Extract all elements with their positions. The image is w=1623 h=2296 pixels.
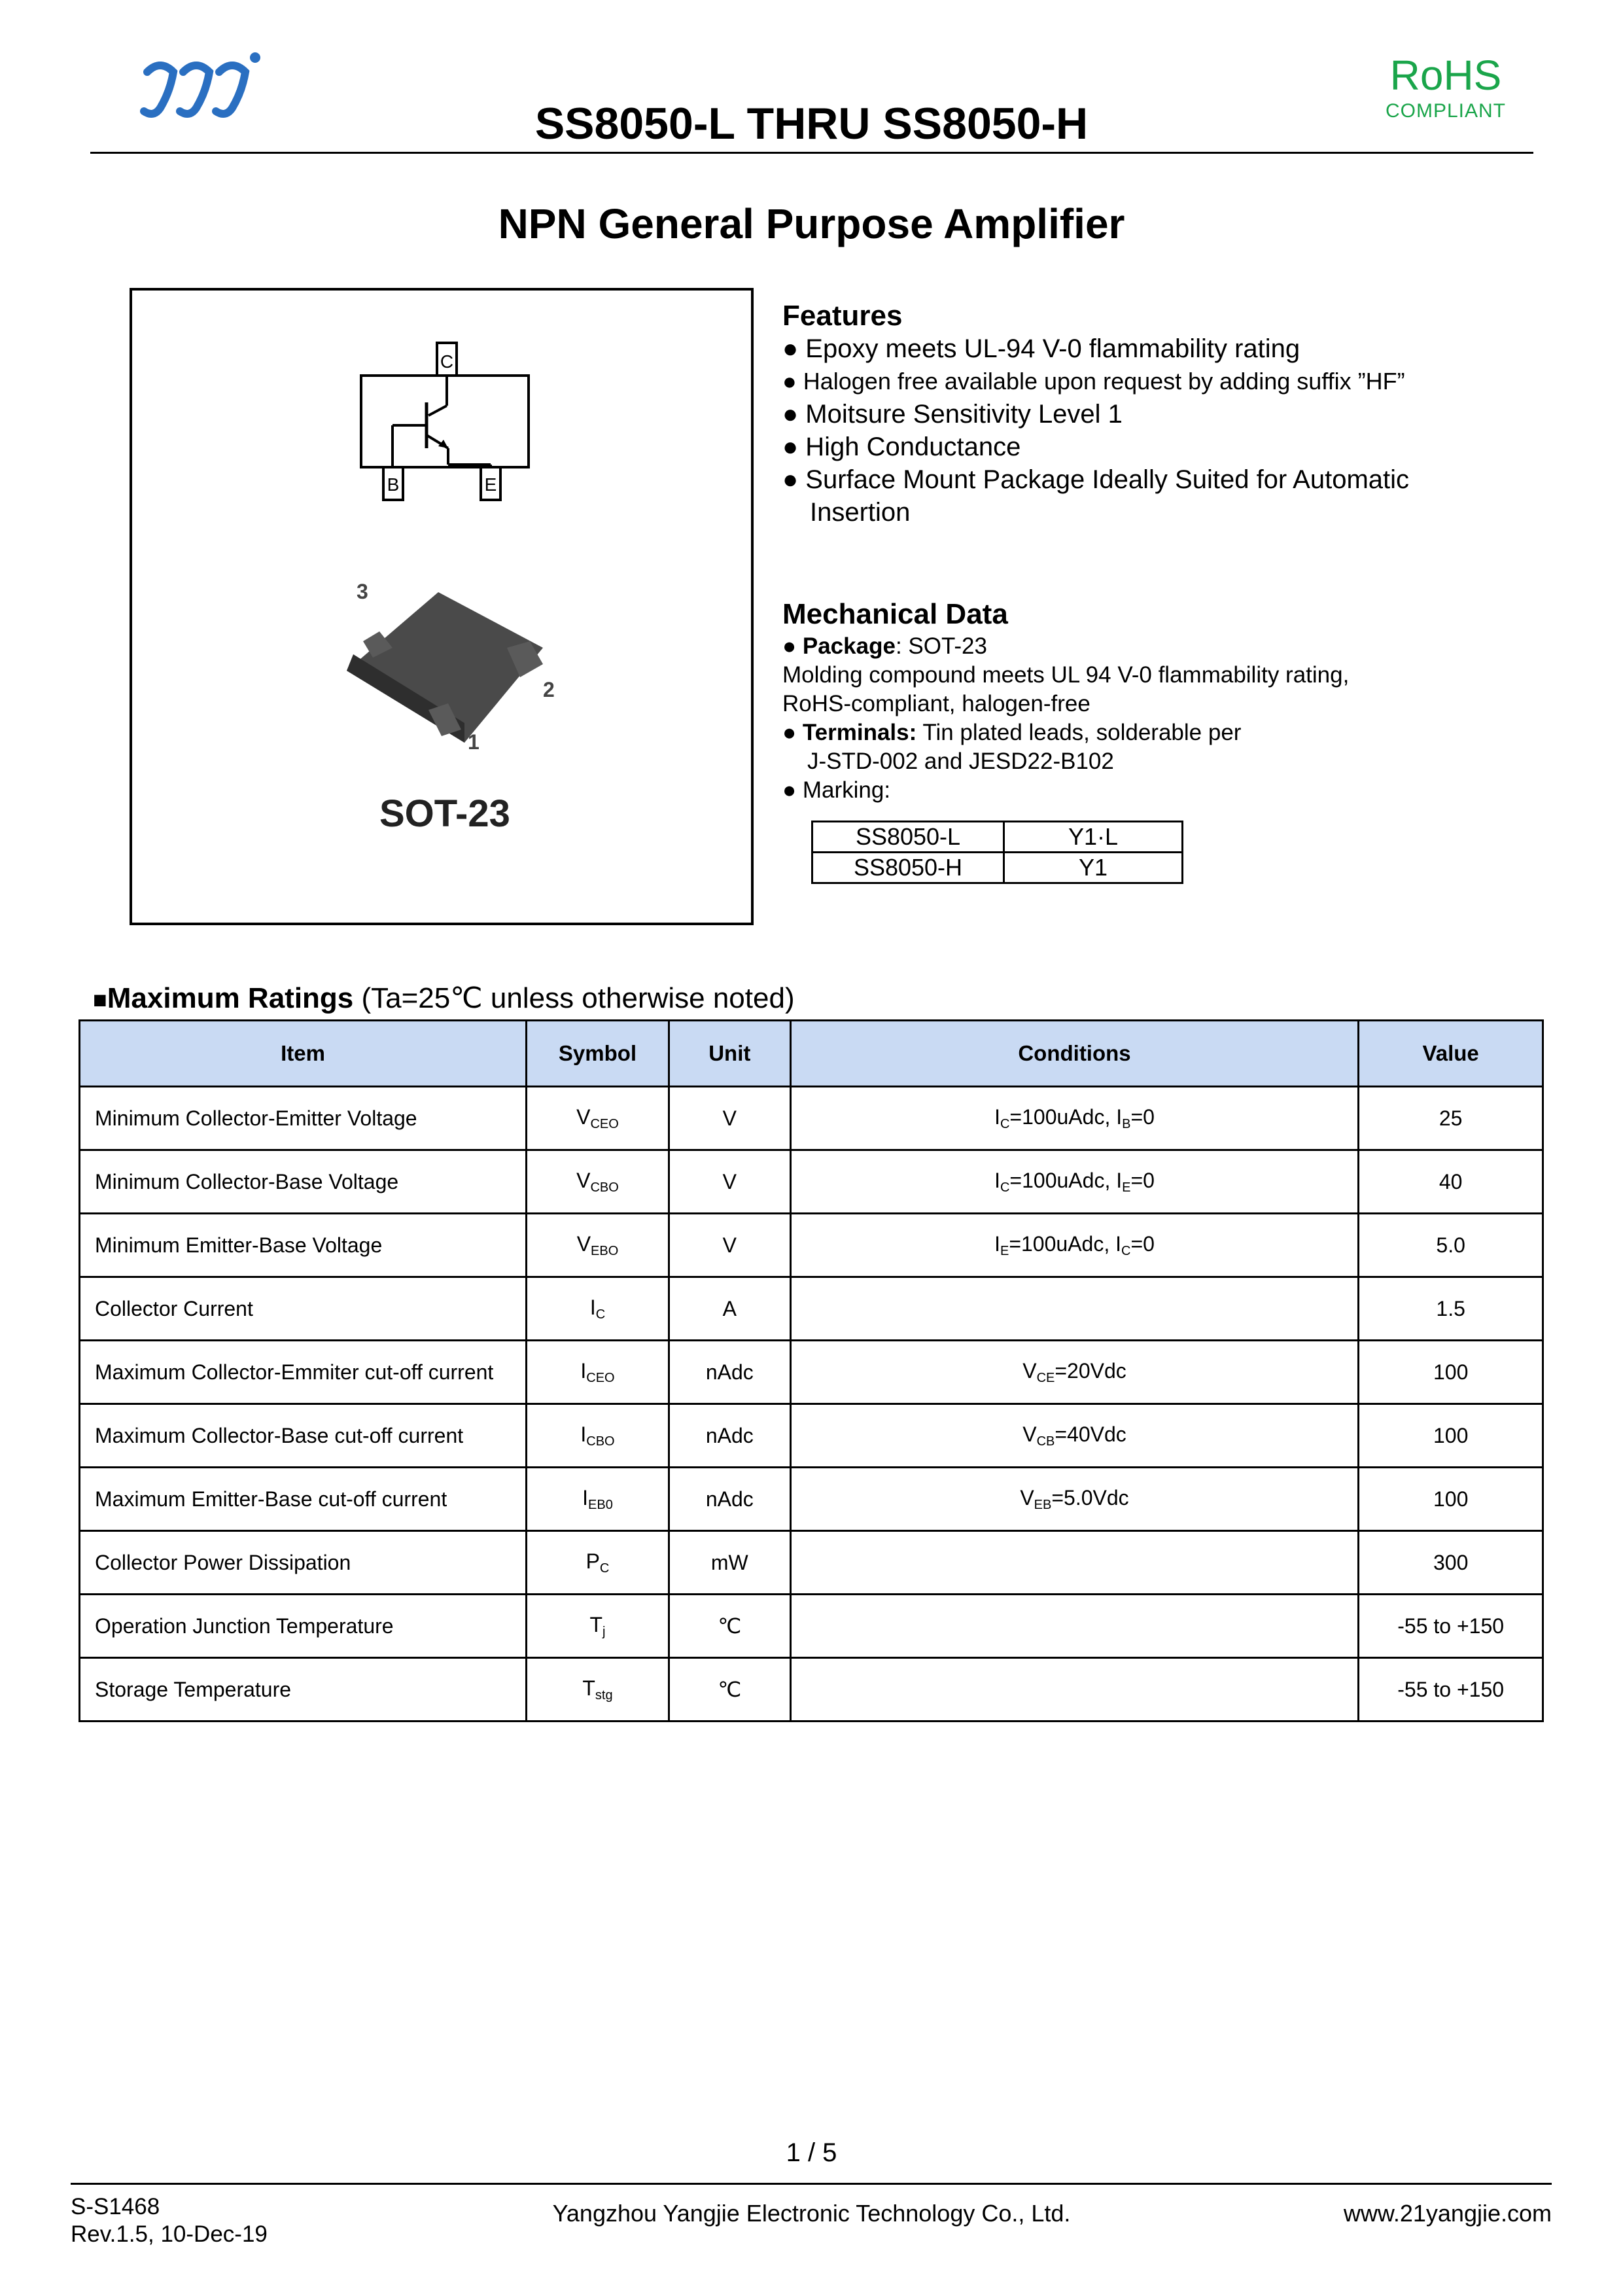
document-title: SS8050-L THRU SS8050-H — [534, 99, 1089, 149]
pin-b-label: B — [387, 474, 400, 495]
cell-conditions — [790, 1658, 1359, 1722]
cell-symbol: $I_{EB0}$ — [527, 1468, 669, 1531]
mech-line: RoHS-compliant, halogen-free — [782, 691, 1091, 716]
cell-value: 100 — [1359, 1341, 1543, 1404]
doc-id: S-S1468 — [71, 2194, 160, 2219]
table-row — [80, 1214, 1543, 1277]
table-row — [80, 1468, 1543, 1531]
feature-item: ● Epoxy meets UL-94 V-0 flammability rating — [782, 334, 1300, 363]
cell-item: Minimum Emitter-Base Voltage — [80, 1214, 527, 1277]
cell-symbol: $P_C$ — [527, 1531, 669, 1595]
cell-symbol: $V_{CEO}$ — [527, 1087, 669, 1150]
cell-value: -55 to +150 — [1359, 1658, 1543, 1722]
feature-item: Insertion — [810, 498, 911, 527]
cell-item: Operation Junction Temperature — [80, 1595, 527, 1658]
ratings-title-bold: Maximum Ratings — [107, 982, 354, 1014]
cell-unit: V — [669, 1214, 790, 1277]
marking-table — [811, 821, 1183, 884]
website: www.21yangjie.com — [1343, 2200, 1552, 2227]
ratings-table — [79, 1019, 1544, 1722]
table-row — [80, 1531, 1543, 1595]
footer-rule — [71, 2183, 1552, 2185]
cell-conditions: $V_{EB}=5.0Vdc$ — [790, 1468, 1359, 1531]
square-bullet-icon: ■ — [93, 986, 107, 1013]
mech-line: Molding compound meets UL 94 V-0 flammability rating, — [782, 662, 1350, 688]
transistor-schematic — [353, 340, 536, 510]
pin-3-label: 3 — [357, 580, 368, 603]
cell-conditions — [790, 1531, 1359, 1595]
cell-value: 300 — [1359, 1531, 1543, 1595]
cell-item: Minimum Collector-Base Voltage — [80, 1150, 527, 1214]
mech-package-line: ● Package: SOT-23 — [782, 633, 987, 659]
header-conditions: Conditions — [790, 1021, 1359, 1087]
table-row — [80, 1341, 1543, 1404]
table-header-row — [80, 1021, 1543, 1087]
sot23-package-drawing — [334, 550, 569, 759]
features-section — [782, 300, 1409, 529]
feature-item: ● Halogen free available upon request by adding suffix ”HF” — [782, 368, 1405, 395]
cell-symbol: $I_{CBO}$ — [527, 1404, 669, 1468]
cell-symbol: $V_{EBO}$ — [527, 1214, 669, 1277]
cell-value: 100 — [1359, 1404, 1543, 1468]
ratings-title-rest: (Ta=25℃ unless otherwise noted) — [353, 982, 795, 1014]
cell-value: 100 — [1359, 1468, 1543, 1531]
cell-value: 5.0 — [1359, 1214, 1543, 1277]
terminals-value: Tin plated leads, solderable per — [916, 720, 1242, 745]
cell-value: 1.5 — [1359, 1277, 1543, 1341]
page-number: 1 / 5 — [786, 2138, 837, 2167]
mechanical-heading: Mechanical Data — [782, 598, 1008, 630]
cell-item: Maximum Collector-Base cut-off current — [80, 1404, 527, 1468]
header-item: Item — [80, 1021, 527, 1087]
package-name: SOT-23 — [379, 792, 510, 835]
document-subtitle: NPN General Purpose Amplifier — [498, 200, 1125, 247]
cell-conditions: $I_C=100uAdc$, $I_B=0$ — [790, 1087, 1359, 1150]
header-rule — [90, 152, 1533, 154]
features-heading: Features — [782, 300, 903, 332]
cell-unit: A — [669, 1277, 790, 1341]
mech-line: J-STD-002 and JESD22-B102 — [807, 749, 1114, 774]
cell-unit: nAdc — [669, 1468, 790, 1531]
pin-c-label: C — [440, 351, 454, 372]
header-unit: Unit — [669, 1021, 790, 1087]
ratings-title — [93, 981, 795, 1015]
mechanical-section — [782, 597, 1349, 805]
cell-unit: V — [669, 1150, 790, 1214]
table-row — [80, 1595, 1543, 1658]
cell-symbol: $T_{stg}$ — [527, 1658, 669, 1722]
table-row — [80, 1404, 1543, 1468]
cell-unit: mW — [669, 1531, 790, 1595]
feature-item: ● High Conductance — [782, 433, 1021, 461]
cell-conditions: $I_C=100uAdc$, $I_E=0$ — [790, 1150, 1359, 1214]
marking-code: Y1 — [1004, 853, 1183, 883]
marking-part: SS8050-L — [812, 822, 1004, 853]
cell-symbol: $T_j$ — [527, 1595, 669, 1658]
company-name: Yangzhou Yangjie Electronic Technology Co., Ltd. — [552, 2200, 1071, 2227]
cell-conditions: $V_{CB}=40Vdc$ — [790, 1404, 1359, 1468]
pin-e-label: E — [484, 474, 497, 495]
cell-item: Storage Temperature — [80, 1658, 527, 1722]
cell-value: 40 — [1359, 1150, 1543, 1214]
cell-item: Maximum Collector-Emmiter cut-off current — [80, 1341, 527, 1404]
table-row — [812, 822, 1183, 853]
cell-value: 25 — [1359, 1087, 1543, 1150]
package-value: : SOT-23 — [895, 633, 987, 659]
cell-unit: nAdc — [669, 1404, 790, 1468]
terminals-label: Terminals: — [802, 720, 917, 745]
cell-conditions: $I_E=100uAdc$, $I_C=0$ — [790, 1214, 1359, 1277]
table-row — [80, 1150, 1543, 1214]
compliant-text: COMPLIANT — [1385, 100, 1507, 122]
cell-item: Collector Current — [80, 1277, 527, 1341]
table-row — [812, 853, 1183, 883]
marking-code: Y1·L — [1004, 822, 1183, 853]
cell-item: Maximum Emitter-Base cut-off current — [80, 1468, 527, 1531]
cell-symbol: $I_{CEO}$ — [527, 1341, 669, 1404]
cell-symbol: $I_C$ — [527, 1277, 669, 1341]
cell-conditions — [790, 1277, 1359, 1341]
header-symbol: Symbol — [527, 1021, 669, 1087]
revision: Rev.1.5, 10-Dec-19 — [71, 2221, 268, 2247]
cell-unit: ℃ — [669, 1595, 790, 1658]
cell-unit: nAdc — [669, 1341, 790, 1404]
cell-value: -55 to +150 — [1359, 1595, 1543, 1658]
cell-item: Minimum Collector-Emitter Voltage — [80, 1087, 527, 1150]
table-row — [80, 1658, 1543, 1722]
marking-part: SS8050-H — [812, 853, 1004, 883]
pin-1-label: 1 — [468, 730, 480, 754]
cell-unit: V — [669, 1087, 790, 1150]
table-row — [80, 1277, 1543, 1341]
rohs-text: RoHS — [1389, 52, 1502, 99]
cell-symbol: $V_{CBO}$ — [527, 1150, 669, 1214]
table-row — [80, 1087, 1543, 1150]
feature-item: ● Moitsure Sensitivity Level 1 — [782, 400, 1123, 429]
cell-unit: ℃ — [669, 1658, 790, 1722]
marking-label: ● Marking: — [782, 777, 891, 803]
cell-conditions: $V_{CE}=20Vdc$ — [790, 1341, 1359, 1404]
pin-2-label: 2 — [543, 678, 555, 701]
header-value: Value — [1359, 1021, 1543, 1087]
package-label: Package — [802, 633, 896, 659]
mech-terminals-line: ● Terminals: Tin plated leads, solderable per — [782, 720, 1242, 745]
feature-item: ● Surface Mount Package Ideally Suited for Automatic — [782, 465, 1410, 494]
cell-conditions — [790, 1595, 1359, 1658]
cell-item: Collector Power Dissipation — [80, 1531, 527, 1595]
